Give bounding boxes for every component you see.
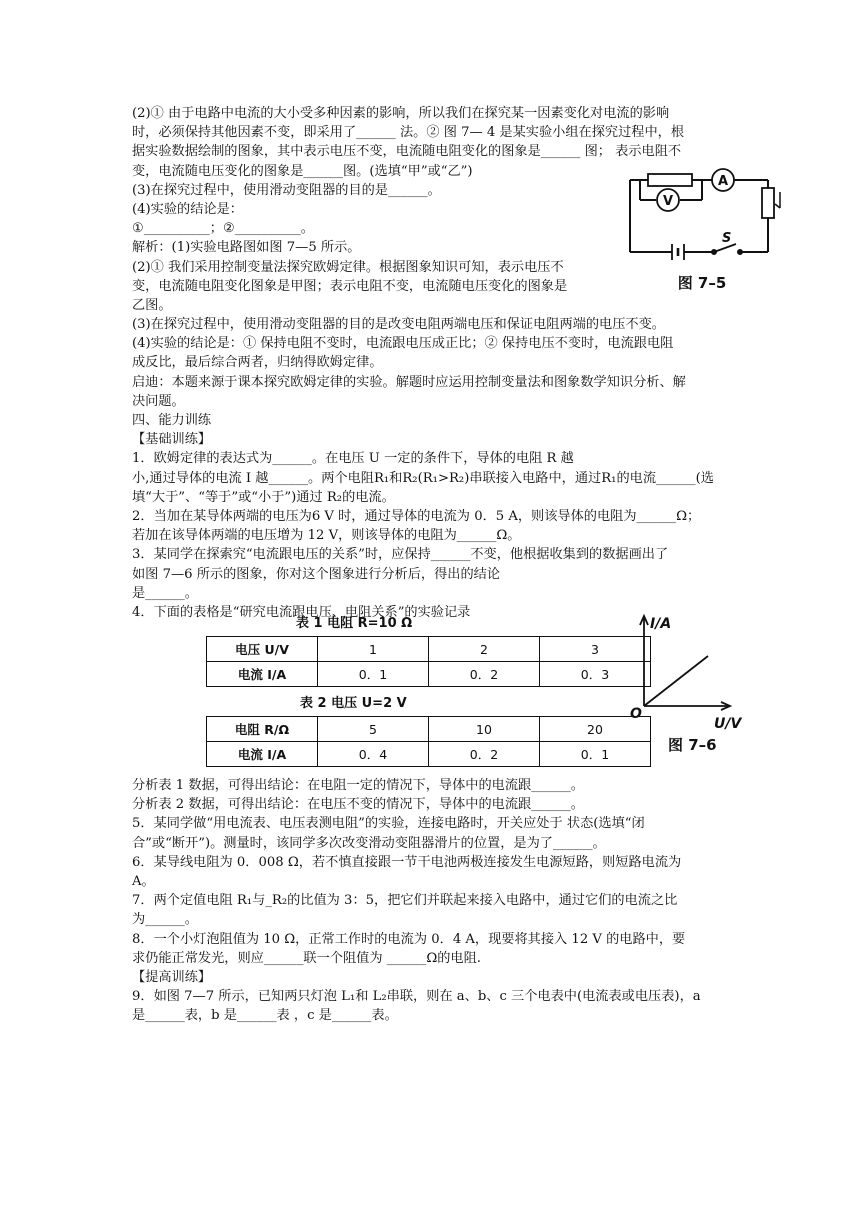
section-heading: 【提高训练】 [132,969,212,985]
text-line: 成反比，最后综合两者，归纳得欧姆定律。 [132,355,383,371]
question-1: 1．欧姆定律的表达式为______。在电压 U 一定的条件下，导体的电阻 R 越 [132,451,574,467]
text-line: (2)① 由于电路中电流的大小受多种因素的影响，所以我们在探究某一因素变化对电流的影响 [132,106,670,121]
text-line: 是______。 [132,585,198,601]
text-line: A。 [132,874,155,889]
table-cell: 0．1 [318,662,429,687]
text-line: ①__________；②__________。 [132,221,314,237]
table-cell: 0．2 [429,662,540,687]
y-axis-label: I/A [650,616,672,632]
table-cell: 20 [540,717,651,742]
figure-caption: 图 7–5 [677,274,727,292]
table-cell: 5 [318,717,429,742]
text-line: 合”或“断开”)。测量时，该同学多次改变滑动变阻器滑片的位置，是为了______。 [132,835,606,851]
question-5: 5．某同学做“用电流表、电压表测电阻”的实验，连接电路时，开关应处于 状态(选填“闭 [132,816,645,832]
question-2: 2．当加在某导体两端的电压为6 V 时，通过导体的电流为 0．5 A，则该导体的电阻为______Ω； [132,508,701,524]
section-heading: 四、能力训练 [132,413,212,428]
row-label: 电流 I/A [207,742,318,767]
text-line: (4)实验的结论是： [132,201,243,217]
text-line: 解析：(1)实验电路图如图 7—5 所示。 [132,240,361,256]
x-axis-label: U/V [714,716,742,732]
table-row [207,637,651,662]
table-cell: 0．3 [540,662,651,687]
table-row [207,717,651,742]
origin-label: O [630,706,642,722]
text-line: 是______表，b 是______表 ，c 是______表。 [132,1008,398,1024]
table1-caption: 表 1 电阻 R=10 Ω [296,616,413,631]
table-cell: 3 [540,637,651,662]
text-line: 分析表 2 数据，可得出结论：在电压不变的情况下，导体中的电流跟______。 [132,797,584,813]
text-line: 求仍能正常发光，则应______联一个阻值为 ______Ω的电阻. [132,950,482,966]
text-line: (3)在探究过程中，使用滑动变阻器的目的是改变电阻两端电压和保证电阻两端的电压不变。 [132,317,665,333]
text-line: 据实验数据绘制的图象，其中表示电压不变，电流随电阻变化的图象是______ 图； 表示电阻不 [132,144,682,160]
row-label: 电流 I/A [207,662,318,687]
circuit-figure-7-5 [612,168,782,296]
text-line: (4)实验的结论是：① 保持电阻不变时，电流跟电压成正比；② 保持电压不变时，电流跟电阻 [132,336,674,352]
text-line: 决问题。 [132,393,185,409]
table-cell: 10 [429,717,540,742]
text-line: 如图 7—6 所示的图象，你对这个图象进行分析后，得出的结论 [132,566,501,582]
text-line: 时，必须保持其他因素不变，即采用了______ 法。② 图 7— 4 是某实验小组在探究过程中，根 [132,125,685,141]
table-cell: 2 [429,637,540,662]
text-line: 小,通过导体的电流 I 越______。两个电阻R₁和R₂(R₁>R₂)串联接入电路中，通过R₁的电流______(选 [132,470,714,486]
text-line: (2)① 我们采用控制变量法探究欧姆定律。根据图象知识可知，表示电压不 [132,259,564,275]
text-line: 为______。 [132,912,198,928]
table-row [207,742,651,767]
text-line: 若加在该导体两端的电压增为 12 V，则该导体的电阻为______Ω。 [132,528,521,544]
table-cell: 0．1 [540,742,651,767]
row-label: 电阻 R/Ω [207,717,318,742]
text-line: 变，电流随电压变化的图象是______图。(选填“甲”或“乙”) [132,163,473,179]
question-8: 8．一个小灯泡阻值为 10 Ω，正常工作时的电流为 0．4 A，现要将其接入 12 V 的电路中，要 [132,931,686,947]
table-cell: 0．4 [318,742,429,767]
text-line: (3)在探究过程中，使用滑动变阻器的目的是______。 [132,182,441,198]
table2-caption: 表 2 电压 U=2 V [300,696,407,711]
figure-caption: 图 7–6 [668,736,717,754]
text-line: 分析表 1 数据，可得出结论：在电阻一定的情况下，导体中的电流跟______。 [132,778,584,794]
question-6: 6．某导线电阻为 0．008 Ω，若不慎直接跟一节干电池两极连接发生电源短路，则短路电流为 [132,854,682,870]
question-3: 3．某同学在探索究“电流跟电压的关系”时，应保持______不变，他根据收集到的数据画出了 [132,547,669,563]
table-row [207,662,651,687]
ammeter-label: A [717,174,729,189]
question-9: 9．如图 7—7 所示，已知两只灯泡 L₁和 L₂串联，则在 a、b、c 三个电表中(电流表或电压表)，a [132,989,701,1005]
text-line: 启迪：本题来源于课本探究欧姆定律的实验。解题时应运用控制变量法和图象数学知识分析、解 [132,374,686,390]
question-4: 4．下面的表格是“研究电流跟电压、电阻关系”的实验记录 [132,604,471,620]
row-label: 电压 U/V [207,637,318,662]
switch-label: S [722,231,732,246]
table-cell: 1 [318,637,429,662]
table-1 [206,636,651,687]
question-7: 7．两个定值电阻 R₁与_R₂的比值为 3：5，把它们并联起来接入电路中，通过它们的电流之比 [132,893,678,909]
table-2 [206,716,651,767]
voltmeter-label: V [662,194,674,209]
section-heading: 【基础训练】 [132,432,212,448]
table-cell: 0．2 [429,742,540,767]
text-line: 填“大于”、“等于”或“小于”)通过 R₂的电流。 [132,489,395,505]
text-line: 变，电流随电阻变化图象是甲图；表示电阻不变，电流随电压变化的图象是 [132,278,568,294]
text-line: 乙图。 [132,297,172,313]
